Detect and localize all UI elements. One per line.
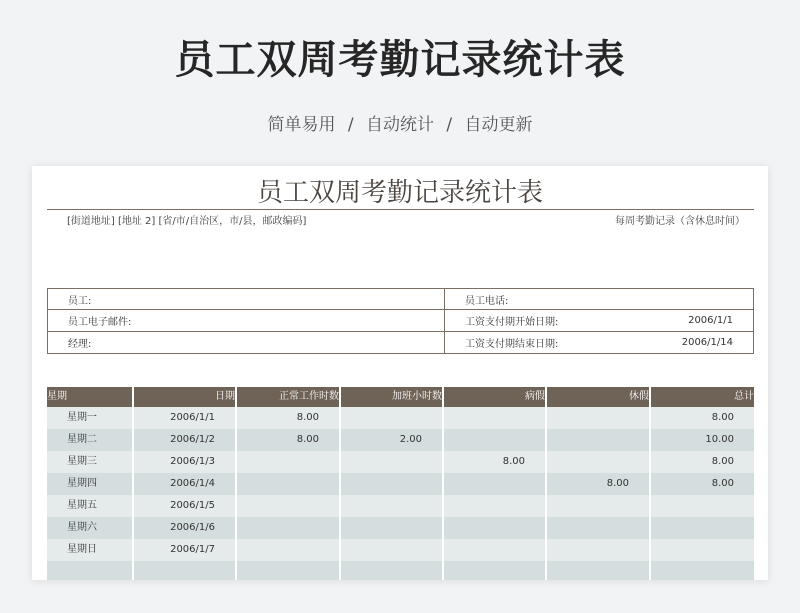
weekday-cell[interactable]: 星期五: [47, 495, 134, 517]
column-header-total: 总计: [651, 387, 754, 407]
page-subtitle: 简单易用 / 自动统计 / 自动更新: [267, 115, 533, 135]
pay-period-start-label: 工资支付期开始日期:: [465, 316, 559, 328]
overtime-hours-cell[interactable]: [341, 517, 444, 539]
overtime-hours-cell[interactable]: [341, 495, 444, 517]
vacation-cell[interactable]: [547, 517, 651, 539]
sick-leave-cell[interactable]: [444, 407, 547, 429]
date-cell[interactable]: 2006/1/3: [134, 451, 237, 473]
address-line[interactable]: [街道地址] [地址 2] [省/市/自治区，市/县，邮政编码]: [67, 216, 307, 227]
page-title: 员工双周考勤记录统计表: [174, 37, 626, 83]
pay-period-end-value[interactable]: 2006/1/14: [681, 336, 733, 348]
pay-period-end-field[interactable]: [445, 332, 753, 353]
regular-hours-cell[interactable]: [237, 473, 341, 495]
regular-hours-cell[interactable]: [237, 451, 341, 473]
regular-hours-cell[interactable]: [237, 517, 341, 539]
employee-info-box: [47, 288, 754, 354]
sick-leave-cell[interactable]: [444, 539, 547, 561]
weekday-cell[interactable]: [47, 561, 134, 580]
regular-hours-cell[interactable]: [237, 495, 341, 517]
total-cell[interactable]: 10.00: [651, 429, 754, 451]
table-row: [47, 495, 754, 517]
total-cell[interactable]: [651, 495, 754, 517]
total-cell[interactable]: 8.00: [651, 451, 754, 473]
table-body: [47, 407, 754, 580]
column-header-vacation: 休假: [547, 387, 651, 407]
total-cell[interactable]: [651, 561, 754, 580]
timesheet-card: [32, 166, 768, 580]
weekday-cell[interactable]: 星期一: [47, 407, 134, 429]
sick-leave-cell[interactable]: [444, 473, 547, 495]
vacation-cell[interactable]: [547, 429, 651, 451]
employee-email-label: 员工电子邮件:: [68, 316, 132, 328]
total-cell[interactable]: 8.00: [651, 473, 754, 495]
sheet-title: 员工双周考勤记录统计表: [256, 178, 543, 208]
date-cell[interactable]: 2006/1/6: [134, 517, 237, 539]
date-cell[interactable]: 2006/1/2: [134, 429, 237, 451]
table-row: [47, 451, 754, 473]
date-cell[interactable]: 2006/1/5: [134, 495, 237, 517]
total-cell[interactable]: [651, 517, 754, 539]
weekday-cell[interactable]: 星期二: [47, 429, 134, 451]
employee-field[interactable]: [48, 289, 445, 310]
title-divider: [47, 209, 754, 210]
vacation-cell[interactable]: [547, 495, 651, 517]
table-row: [47, 517, 754, 539]
table-row: [47, 429, 754, 451]
manager-label: 经理:: [68, 338, 92, 350]
regular-hours-cell[interactable]: 8.00: [237, 407, 341, 429]
employee-email-field[interactable]: [48, 310, 445, 331]
pay-period-start-value[interactable]: 2006/1/1: [688, 314, 733, 326]
table-row: [47, 407, 754, 429]
sick-leave-cell[interactable]: [444, 429, 547, 451]
date-cell[interactable]: 2006/1/1: [134, 407, 237, 429]
total-cell[interactable]: [651, 539, 754, 561]
manager-field[interactable]: [48, 332, 445, 353]
overtime-hours-cell[interactable]: [341, 539, 444, 561]
total-cell[interactable]: 8.00: [651, 407, 754, 429]
table-row: [47, 473, 754, 495]
date-cell[interactable]: [134, 561, 237, 580]
table-header: [47, 387, 754, 407]
weekday-cell[interactable]: 星期四: [47, 473, 134, 495]
table-row: [47, 539, 754, 561]
vacation-cell[interactable]: [547, 539, 651, 561]
employee-label: 员工:: [68, 295, 92, 307]
column-header-overtime-hours: 加班小时数: [341, 387, 444, 407]
overtime-hours-cell[interactable]: [341, 451, 444, 473]
sick-leave-cell[interactable]: [444, 517, 547, 539]
overtime-hours-cell[interactable]: [341, 407, 444, 429]
column-header-sick-leave: 病假: [444, 387, 547, 407]
overtime-hours-cell[interactable]: [341, 561, 444, 580]
date-cell[interactable]: 2006/1/7: [134, 539, 237, 561]
regular-hours-cell[interactable]: [237, 561, 341, 580]
column-header-date: 日期: [134, 387, 237, 407]
regular-hours-cell[interactable]: [237, 539, 341, 561]
pay-period-start-field[interactable]: [445, 310, 753, 331]
attendance-table: [47, 387, 754, 580]
sheet-note: 每周考勤记录（含休息时间）: [615, 216, 745, 227]
vacation-cell[interactable]: 8.00: [547, 473, 651, 495]
pay-period-end-label: 工资支付期结束日期:: [465, 338, 559, 350]
vacation-cell[interactable]: [547, 451, 651, 473]
column-header-weekday: 星期: [47, 387, 134, 407]
sick-leave-cell[interactable]: [444, 561, 547, 580]
sick-leave-cell[interactable]: 8.00: [444, 451, 547, 473]
table-row: [47, 561, 754, 580]
vacation-cell[interactable]: [547, 561, 651, 580]
weekday-cell[interactable]: 星期六: [47, 517, 134, 539]
overtime-hours-cell[interactable]: 2.00: [341, 429, 444, 451]
weekday-cell[interactable]: 星期三: [47, 451, 134, 473]
overtime-hours-cell[interactable]: [341, 473, 444, 495]
vacation-cell[interactable]: [547, 407, 651, 429]
column-header-regular-hours: 正常工作时数: [237, 387, 341, 407]
regular-hours-cell[interactable]: 8.00: [237, 429, 341, 451]
date-cell[interactable]: 2006/1/4: [134, 473, 237, 495]
employee-phone-label: 员工电话:: [465, 295, 509, 307]
employee-phone-field[interactable]: [445, 289, 753, 310]
weekday-cell[interactable]: 星期日: [47, 539, 134, 561]
sick-leave-cell[interactable]: [444, 495, 547, 517]
